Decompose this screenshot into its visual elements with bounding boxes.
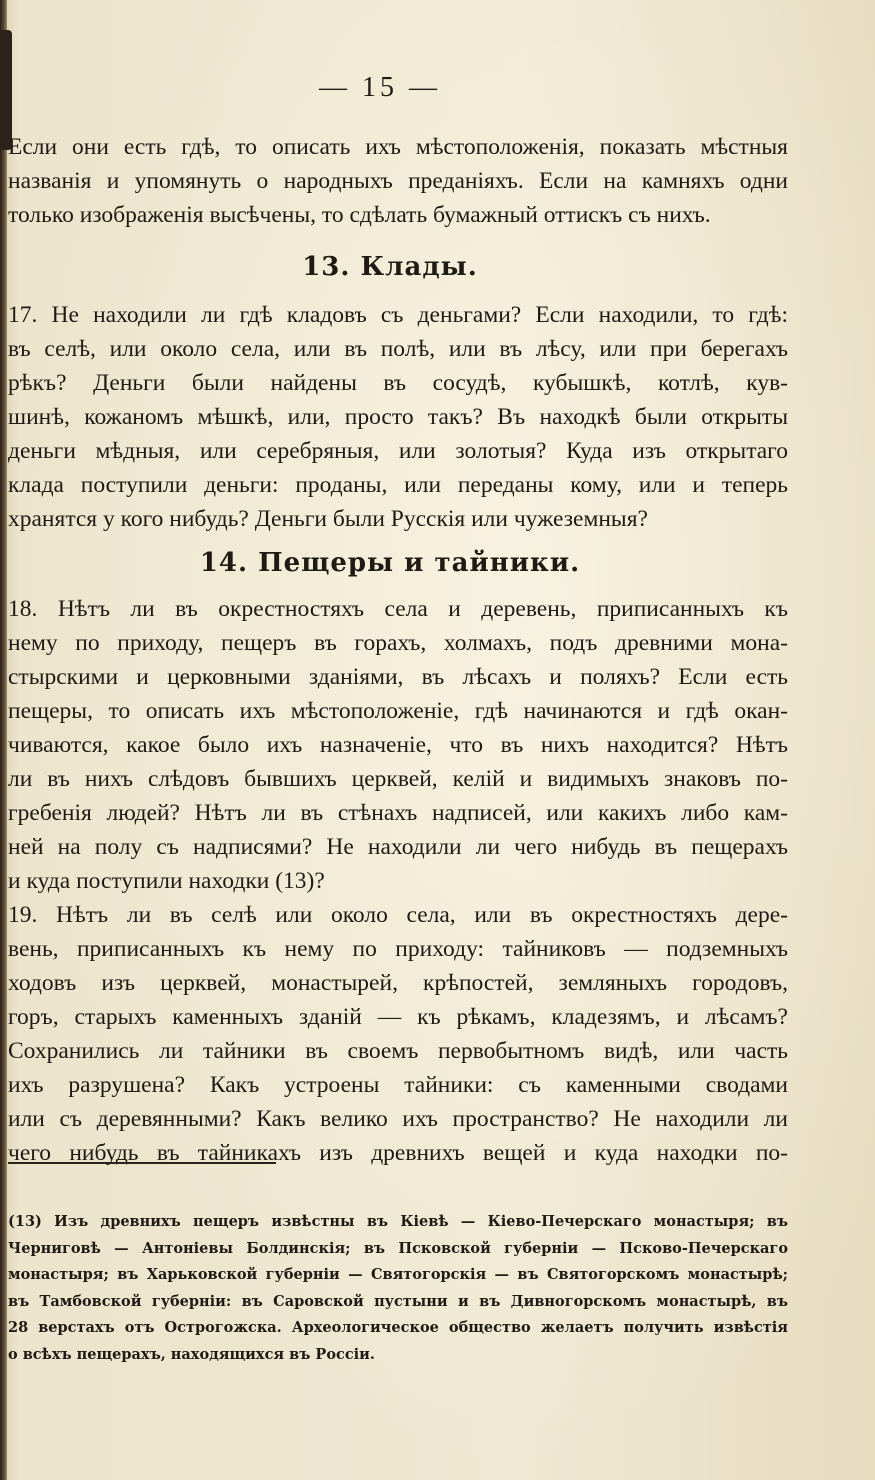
text-line: и куда поступили находки (13)? [8,868,325,894]
text-line: ходовъ изъ церквей, монастырей, крѣпостей, земляныхъ городовъ, [8,970,788,996]
text-line: Сохранились ли тайники въ своемъ первобытномъ видѣ, или часть [8,1038,788,1064]
text-line: или съ деревянными? Какъ велико ихъ пространство? Не находили ли [8,1106,788,1132]
page-number: — 15 — [319,72,441,103]
text-line: пещеры, то описать ихъ мѣстоположеніе, гдѣ начинаются и гдѣ окан- [8,698,788,724]
text-line: нему по приходу, пещеръ въ горахъ, холмахъ, подъ древними мона- [8,630,788,656]
text-line: хранятся у кого нибудь? Деньги были Русскія или чужеземныя? [8,506,648,532]
text-line: 19. Нѣтъ ли въ селѣ или около села, или въ окрестностяхъ дере- [8,902,788,928]
text-line: гребенія людей? Нѣтъ ли въ стѣнахъ надписей, или какихъ либо кам- [8,800,788,826]
text-line: вень, приписанныхъ къ нему по приходу: тайниковъ — подземныхъ [8,936,788,962]
footnote-line: въ Тамбовской губерніи: въ Саровской пустыни и въ Дивногорскомъ монастырѣ, въ [8,1292,788,1310]
text-line: Если они есть гдѣ, то описать ихъ мѣстоположенія, показать мѣстныя [8,134,788,160]
text-line: горъ, старыхъ каменныхъ зданій — къ рѣкамъ, кладезямъ, и лѣсамъ? [8,1004,788,1030]
text-line: ли въ нихъ слѣдовъ бывшихъ церквей, келій и видимыхъ знаковъ по- [8,766,788,792]
text-line: клада поступили деньги: проданы, или переданы кому, или и теперь [8,472,788,498]
text-line: деньги мѣдныя, или серебряныя, или золотыя? Куда изъ открытаго [8,438,788,464]
text-line: чего нибудь въ тайникахъ изъ древнихъ вещей и куда находки по- [8,1140,788,1166]
page-binding-edge [0,0,7,1480]
text-line: шинѣ, кожаномъ мѣшкѣ, или, просто такъ? Въ находкѣ были открыты [8,404,788,430]
section-heading-13: 13. Клады. [302,252,478,282]
text-line: названія и упомянуть о народныхъ преданіяхъ. Если на камняхъ одни [8,168,788,194]
text-line: чиваются, какое было ихъ назначеніе, что въ нихъ находится? Нѣтъ [8,732,788,758]
text-line: стырскими и церковными зданіями, въ лѣсахъ и поляхъ? Если есть [8,664,788,690]
text-line: ихъ разрушена? Какъ устроены тайники: съ каменными сводами [8,1072,788,1098]
footnote [8,1209,788,1368]
footnote-line: о всѣхъ пещерахъ, находящихся въ Россіи. [8,1345,375,1363]
text-line: 17. Не находили ли гдѣ кладовъ съ деньгами? Если находили, то гдѣ: [8,302,788,328]
footnote-divider [8,1162,276,1164]
text-line: рѣкъ? Деньги были найдены въ сосудѣ, кубышкѣ, котлѣ, кув- [8,370,788,396]
footnote-line: монастыря; въ Харьковской губерніи — Святогорскія — въ Святогорскомъ монастырѣ; [8,1266,788,1283]
text-line: только изображенія высѣчены, то сдѣлать бумажный оттискъ съ нихъ. [8,202,711,228]
text-line: въ селѣ, или около села, или въ полѣ, или въ лѣсу, или при берегахъ [8,336,788,362]
text-line: ней на полу съ надписями? Не находили ли чего нибудь въ пещерахъ [8,834,788,860]
paragraph-17 [8,298,788,536]
footnote-line: Черниговѣ — Антоніевы Болдинскія; въ Псковской губерніи — Псково-Печерскаго [8,1239,788,1257]
text-line: 18. Нѣтъ ли въ окрестностяхъ села и деревень, приписанныхъ къ [8,596,788,622]
paragraph-intro [8,130,788,232]
section-heading-14: 14. Пещеры и тайники. [199,548,581,578]
paragraph-18-19 [8,592,788,1170]
footnote-line: 28 верстахъ отъ Острогожска. Археологическое общество желаетъ получить извѣстія [8,1319,788,1336]
footnote-line: (13) Изъ древнихъ пещеръ извѣстны въ Кіевѣ — Кіево-Печерскаго монастыря; въ [8,1213,788,1230]
